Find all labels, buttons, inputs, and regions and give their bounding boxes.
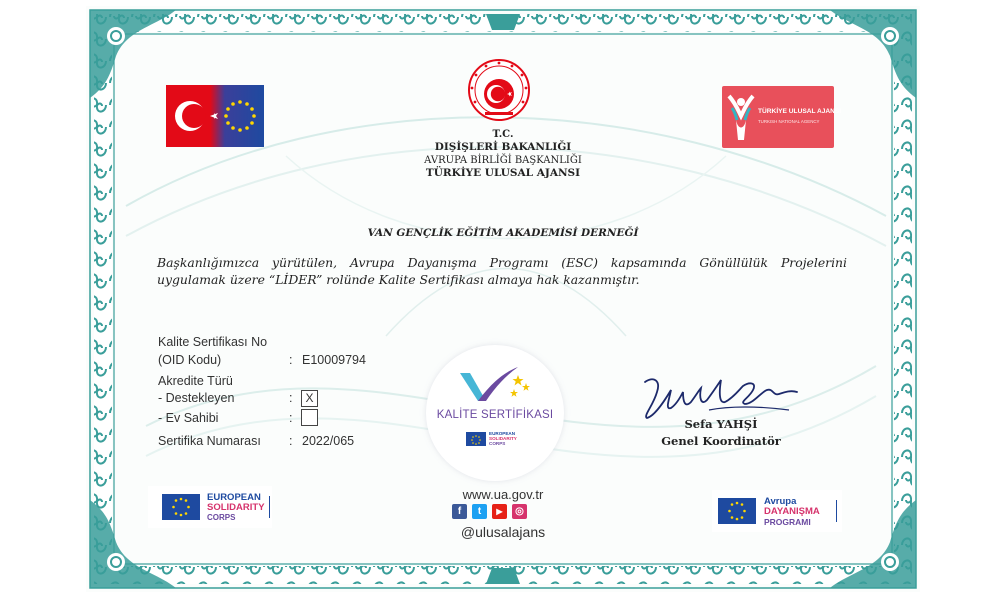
badge-esc-logo bbox=[466, 431, 524, 449]
twitter-icon[interactable]: t bbox=[472, 504, 487, 519]
badge-esc-line1: EUROPEAN bbox=[489, 431, 516, 436]
adp-line2: DAYANIŞMA bbox=[764, 506, 820, 517]
adp-line1: Avrupa bbox=[764, 496, 797, 507]
cert-number-label: Sertifika Numarası bbox=[158, 434, 261, 448]
statement-line-2: uygulamak üzere “LİDER” rolünde Kalite Sertifikası almaya hak kazanmıştır. bbox=[157, 272, 640, 287]
certificate-statement bbox=[157, 254, 847, 288]
adp-line3: PROGRAMI bbox=[764, 517, 811, 527]
cert-number-value: 2022/065 bbox=[302, 434, 355, 448]
supporting-checkbox: X bbox=[301, 390, 318, 407]
badge-esc-line3: CORPS bbox=[489, 441, 506, 446]
youtube-icon[interactable]: ▶ bbox=[492, 504, 507, 519]
certificate bbox=[86, 6, 920, 592]
eu-flag-icon bbox=[718, 498, 756, 524]
org-ministry: DIŞİŞLERİ BAKANLIĞI bbox=[434, 141, 572, 153]
esc-line3: CORPS bbox=[207, 513, 236, 522]
eu-flag-icon bbox=[466, 432, 486, 446]
issuing-organization bbox=[86, 128, 920, 180]
statement-line-1: Başkanlığımızca yürütülen, Avrupa Dayanışma Programı (ESC) kapsamında Gönüllülük Projelerini bbox=[157, 255, 847, 270]
agency-logo-title: TÜRKİYE ULUSAL AJANSI bbox=[758, 108, 842, 115]
cert-no-value: E10009794 bbox=[302, 353, 366, 367]
quality-certificate-badge bbox=[426, 345, 564, 481]
social-handle: @ulusalajans bbox=[460, 524, 546, 540]
recipient-name: VAN GENÇLİK EĞİTİM AKADEMİSİ DERNEĞİ bbox=[367, 227, 639, 239]
esc-line2: SOLIDARITY bbox=[207, 502, 265, 513]
supporting-colon: : bbox=[289, 391, 293, 405]
social-media-row bbox=[450, 504, 558, 522]
esc-line1: EUROPEAN bbox=[207, 492, 261, 503]
cert-number-colon: : bbox=[289, 434, 293, 448]
cert-no-colon: : bbox=[289, 353, 293, 367]
state-emblem-icon bbox=[467, 58, 531, 122]
adp-footer-logo bbox=[712, 490, 842, 532]
org-tc: T.C. bbox=[492, 129, 514, 140]
signer-name: Sefa YAHŞİ bbox=[684, 417, 758, 431]
agency-logo-subtitle: TURKISH NATIONAL AGENCY bbox=[758, 119, 820, 124]
cert-no-label: Kalite Sertifikası No bbox=[158, 335, 268, 349]
org-presidency: AVRUPA BİRLİĞİ BAŞKANLIĞI bbox=[424, 155, 582, 166]
host-colon: : bbox=[289, 411, 293, 425]
facebook-icon[interactable]: f bbox=[452, 504, 467, 519]
signature-text: Yahşi Sefa bbox=[639, 372, 645, 373]
quality-certificate-label: KALİTE SERTİFİKASI bbox=[436, 409, 554, 421]
supporting-label: - Destekleyen bbox=[158, 391, 235, 405]
oid-label: (OID Kodu) bbox=[158, 353, 222, 367]
host-checkbox bbox=[301, 409, 318, 426]
host-label: - Ev Sahibi bbox=[158, 411, 219, 425]
website-link[interactable]: www.ua.gov.tr bbox=[462, 487, 544, 502]
badge-esc-text bbox=[489, 431, 517, 446]
accreditation-label: Akredite Türü bbox=[158, 374, 233, 388]
org-agency: TÜRKİYE ULUSAL AJANSI bbox=[425, 167, 581, 179]
signer-title: Genel Koordinatör bbox=[661, 434, 781, 448]
checkmark-stars-icon bbox=[456, 361, 536, 407]
badge-esc-line2: SOLIDARITY bbox=[489, 436, 517, 441]
adp-divider bbox=[836, 500, 837, 522]
instagram-icon[interactable]: ◎ bbox=[512, 504, 527, 519]
